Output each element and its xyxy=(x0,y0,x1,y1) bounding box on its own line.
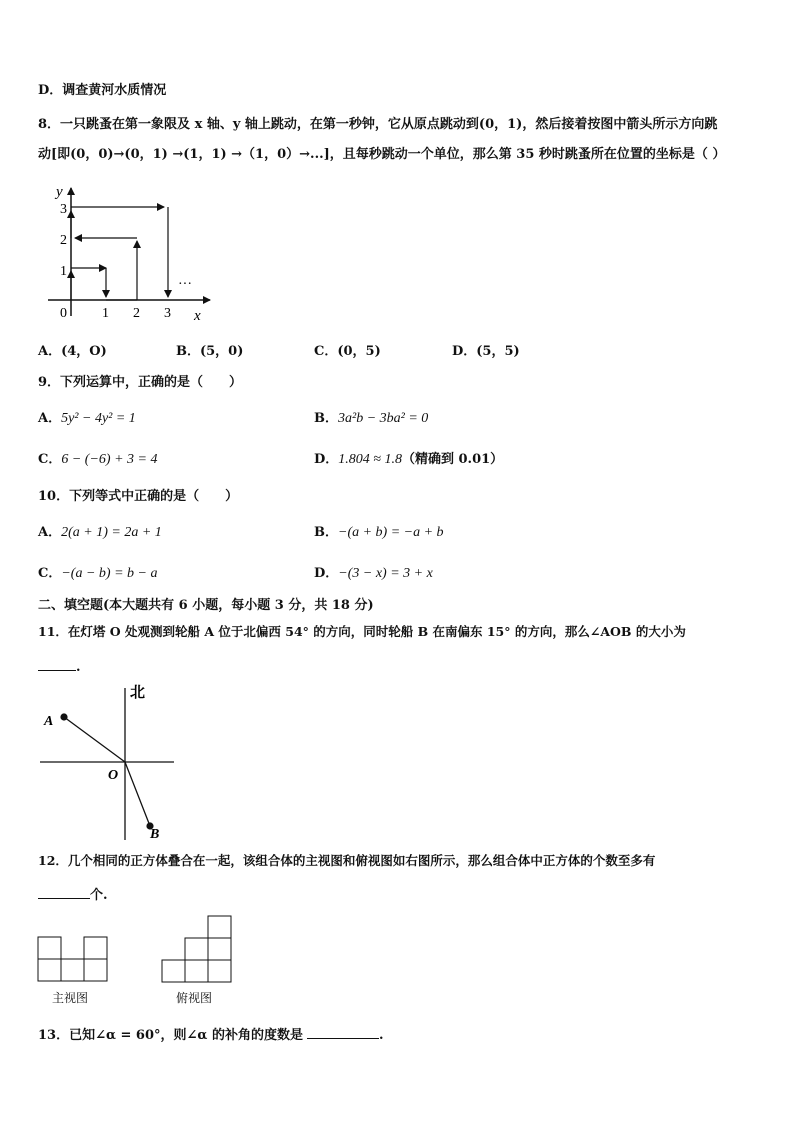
y-tick-1: 1 xyxy=(60,264,67,279)
q8-option-a: A．(4，O) xyxy=(38,344,107,359)
x-tick-1: 1 xyxy=(102,306,109,321)
label-b: B xyxy=(150,827,160,840)
q9-option-c-expr: 6 − (−6) + 3 = 4 xyxy=(61,452,158,467)
q13-end-period: . xyxy=(378,1028,384,1043)
q12-end-text: 个. xyxy=(90,888,108,903)
q8-stem-line2: 动[即(0，0)→(0，1) →(1，1) →（1，0）→...]，且每秒跳动一个单位，那么第 35 秒时跳蚤所在位置的坐标是（ ） xyxy=(38,147,726,162)
q8-option-b: B．(5，0) xyxy=(176,344,244,359)
q10-option-b-label: B． xyxy=(314,525,338,540)
q10-option-d xyxy=(314,566,433,582)
y-axis-label: y xyxy=(56,184,63,200)
q9-option-a-label: A． xyxy=(38,411,62,426)
y-tick-2: 2 xyxy=(60,233,67,248)
q9-option-c-label: C． xyxy=(38,452,62,467)
q13-answer-blank xyxy=(307,1026,379,1039)
north-label: 北 xyxy=(130,683,146,701)
q10-option-a-expr: 2(a + 1) = 2a + 1 xyxy=(61,525,162,540)
q9-option-b-expr: 3a²b − 3ba² = 0 xyxy=(338,411,429,426)
q9-option-b xyxy=(314,411,428,427)
q12-answer-line xyxy=(38,886,108,904)
q12-answer-blank xyxy=(38,886,90,899)
q10-option-a-label: A． xyxy=(38,525,62,540)
flea-path-graph xyxy=(38,180,228,325)
q11-answer-blank xyxy=(38,658,76,671)
point-a xyxy=(60,713,67,720)
q9-option-a-expr: 5y² − 4y² = 1 xyxy=(61,411,136,426)
q8-option-d: D．(5，5) xyxy=(452,344,520,359)
q9-stem: 9．下列运算中，正确的是（ ） xyxy=(38,375,243,390)
q10-stem: 10．下列等式中正确的是（ ） xyxy=(38,489,239,504)
ray-ob xyxy=(125,762,150,826)
q10-option-c-expr: −(a − b) = b − a xyxy=(61,566,158,581)
q9-option-a xyxy=(38,411,136,427)
origin-label: 0 xyxy=(60,306,67,321)
q10-option-a xyxy=(38,525,162,541)
ray-oa xyxy=(64,717,125,762)
q10-option-c xyxy=(38,566,157,582)
q9-option-d xyxy=(314,452,503,468)
graph-ellipsis: ··· xyxy=(178,277,192,292)
q9-option-b-label: B． xyxy=(314,411,338,426)
front-view-label: 主视图 xyxy=(52,991,89,1005)
top-view-label: 俯视图 xyxy=(176,991,213,1005)
q12-stem: 12．几个相同的正方体叠合在一起，该组合体的主视图和俯视图如右图所示，那么组合体中正方体的个数至多有 xyxy=(38,853,656,868)
y-tick-3: 3 xyxy=(60,202,67,217)
q10-option-d-label: D． xyxy=(314,566,339,581)
q10-option-b-expr: −(a + b) = −a + b xyxy=(338,525,444,540)
q8-option-c: C．(0，5) xyxy=(314,344,381,359)
q10-option-d-expr: −(3 − x) = 3 + x xyxy=(338,566,433,581)
q9-option-d-label: D． xyxy=(314,452,339,467)
q10-option-c-label: C． xyxy=(38,566,62,581)
q11-end-period: . xyxy=(76,660,81,675)
q9-option-d-expr: 1.804 ≈ 1.8 xyxy=(338,452,402,467)
x-tick-2: 2 xyxy=(133,306,140,321)
front-view-figure xyxy=(37,935,109,983)
q13-text: 13．已知∠α = 60°，则∠α 的补角的度数是 xyxy=(38,1028,303,1043)
q11-answer-line xyxy=(38,658,81,676)
lighthouse-direction-diagram xyxy=(38,680,188,840)
q7-option-d: D．调查黄河水质情况 xyxy=(38,83,167,98)
q13-stem xyxy=(38,1026,383,1044)
top-view-figure xyxy=(161,914,233,984)
label-o: O xyxy=(108,768,119,783)
section-2-heading: 二、填空题(本大题共有 6 小题，每小题 3 分，共 18 分) xyxy=(38,598,374,613)
q9-option-d-note: （精确到 0.01） xyxy=(401,452,504,467)
label-a: A xyxy=(44,714,54,729)
q8-stem-line1: 8．一只跳蚤在第一象限及 x 轴、y 轴上跳动，在第一秒钟，它从原点跳动到(0，1)，然后接着按图中箭头所示方向跳 xyxy=(38,117,718,132)
x-axis-label: x xyxy=(194,308,201,324)
q10-option-b xyxy=(314,525,444,541)
q9-option-c xyxy=(38,452,157,468)
q11-stem: 11．在灯塔 O 处观测到轮船 A 位于北偏西 54° 的方向，同时轮船 B 在南偏东 15° 的方向，那么∠AOB 的大小为 xyxy=(38,624,686,639)
x-tick-3: 3 xyxy=(164,306,171,321)
